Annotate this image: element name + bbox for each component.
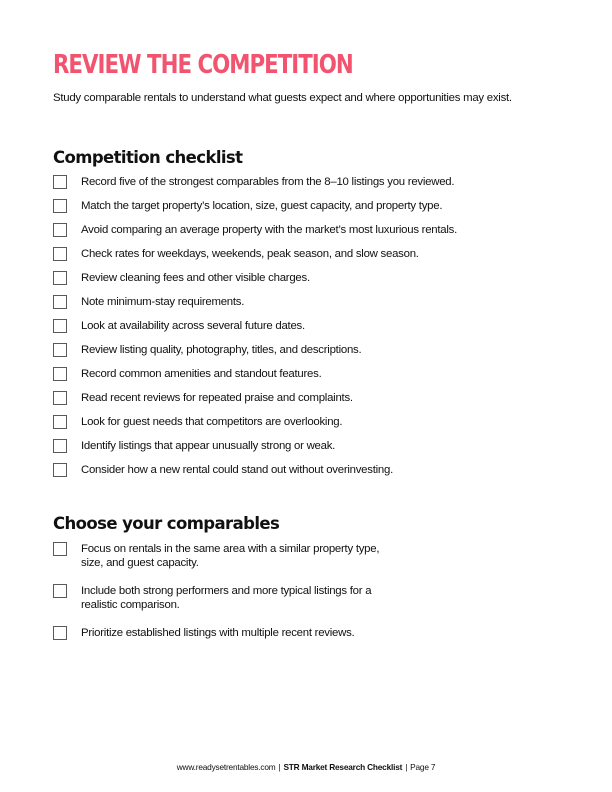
checkbox[interactable] bbox=[53, 584, 67, 598]
checklist-item bbox=[53, 269, 457, 293]
checklist-item bbox=[53, 389, 457, 413]
checklist-item bbox=[53, 365, 457, 389]
footer-separator: | bbox=[278, 762, 281, 772]
checklist-item-label: Match the target property’s location, size, guest capacity, and property type. bbox=[81, 200, 443, 212]
checklist-item bbox=[53, 624, 379, 646]
checklist-item-label: Check rates for weekdays, weekends, peak season, and slow season. bbox=[81, 248, 419, 260]
checklist-item-label: Note minimum-stay requirements. bbox=[81, 296, 245, 308]
checklist-item-label: Prioritize established listings with multiple recent reviews. bbox=[81, 627, 355, 639]
checklist-item-label: Identify listings that appear unusually strong or weak. bbox=[81, 440, 336, 452]
intro-text: Study comparable rentals to understand what guests expect and where opportunities may exist. bbox=[53, 92, 512, 104]
page-title: REVIEW THE COMPETITION bbox=[53, 50, 353, 80]
checklist-item bbox=[53, 245, 457, 269]
checklist-item bbox=[53, 221, 457, 245]
checklist-item-label: Review listing quality, photography, titles, and descriptions. bbox=[81, 344, 362, 356]
comparables-checklist bbox=[53, 540, 379, 646]
footer-document-title: STR Market Research Checklist bbox=[283, 762, 403, 772]
checklist-item bbox=[53, 341, 457, 365]
checkbox[interactable] bbox=[53, 223, 67, 237]
checklist-item bbox=[53, 317, 457, 341]
checkbox[interactable] bbox=[53, 391, 67, 405]
footer-website-link[interactable]: www.readysetrentables.com bbox=[176, 762, 276, 772]
checklist-item bbox=[53, 197, 457, 221]
checkbox[interactable] bbox=[53, 542, 67, 556]
footer-page-number: Page 7 bbox=[410, 762, 436, 772]
checkbox[interactable] bbox=[53, 247, 67, 261]
section-heading-competition-checklist: Competition checklist bbox=[53, 148, 243, 167]
checkbox[interactable] bbox=[53, 439, 67, 453]
checklist-item-label: Record five of the strongest comparables from the 8–10 listings you reviewed. bbox=[81, 176, 455, 188]
footer-separator: | bbox=[405, 762, 408, 772]
checklist-item-label: Avoid comparing an average property with the market’s most luxurious rentals. bbox=[81, 224, 458, 236]
checkbox[interactable] bbox=[53, 415, 67, 429]
checklist-item bbox=[53, 173, 457, 197]
checkbox[interactable] bbox=[53, 343, 67, 357]
checklist-item-label: Look at availability across several future dates. bbox=[81, 320, 305, 332]
checklist-item bbox=[53, 413, 457, 437]
checkbox[interactable] bbox=[53, 199, 67, 213]
checkbox[interactable] bbox=[53, 626, 67, 640]
checklist-item bbox=[53, 437, 457, 461]
page-footer bbox=[0, 762, 612, 772]
checkbox[interactable] bbox=[53, 271, 67, 285]
checklist-item bbox=[53, 540, 379, 582]
checkbox[interactable] bbox=[53, 319, 67, 333]
checklist-item-label: Record common amenities and standout features. bbox=[81, 368, 322, 380]
checklist-item-label: Look for guest needs that competitors are overlooking. bbox=[81, 416, 343, 428]
checklist-item-label: Review cleaning fees and other visible charges. bbox=[81, 272, 310, 284]
checklist-item bbox=[53, 293, 457, 317]
checkbox[interactable] bbox=[53, 463, 67, 477]
checklist-item-label: Include both strong performers and more typical listings for a realistic comparison. bbox=[81, 585, 372, 611]
checklist-item-label: Focus on rentals in the same area with a similar property type, size, and guest capacity. bbox=[81, 543, 380, 569]
checkbox[interactable] bbox=[53, 175, 67, 189]
competition-checklist bbox=[53, 173, 457, 485]
checklist-item bbox=[53, 461, 457, 485]
checkbox[interactable] bbox=[53, 295, 67, 309]
checklist-item-label: Consider how a new rental could stand out without overinvesting. bbox=[81, 464, 393, 476]
checkbox[interactable] bbox=[53, 367, 67, 381]
checklist-item-label: Read recent reviews for repeated praise and complaints. bbox=[81, 392, 353, 404]
section-heading-choose-comparables: Choose your comparables bbox=[53, 514, 280, 533]
checklist-item bbox=[53, 582, 379, 624]
